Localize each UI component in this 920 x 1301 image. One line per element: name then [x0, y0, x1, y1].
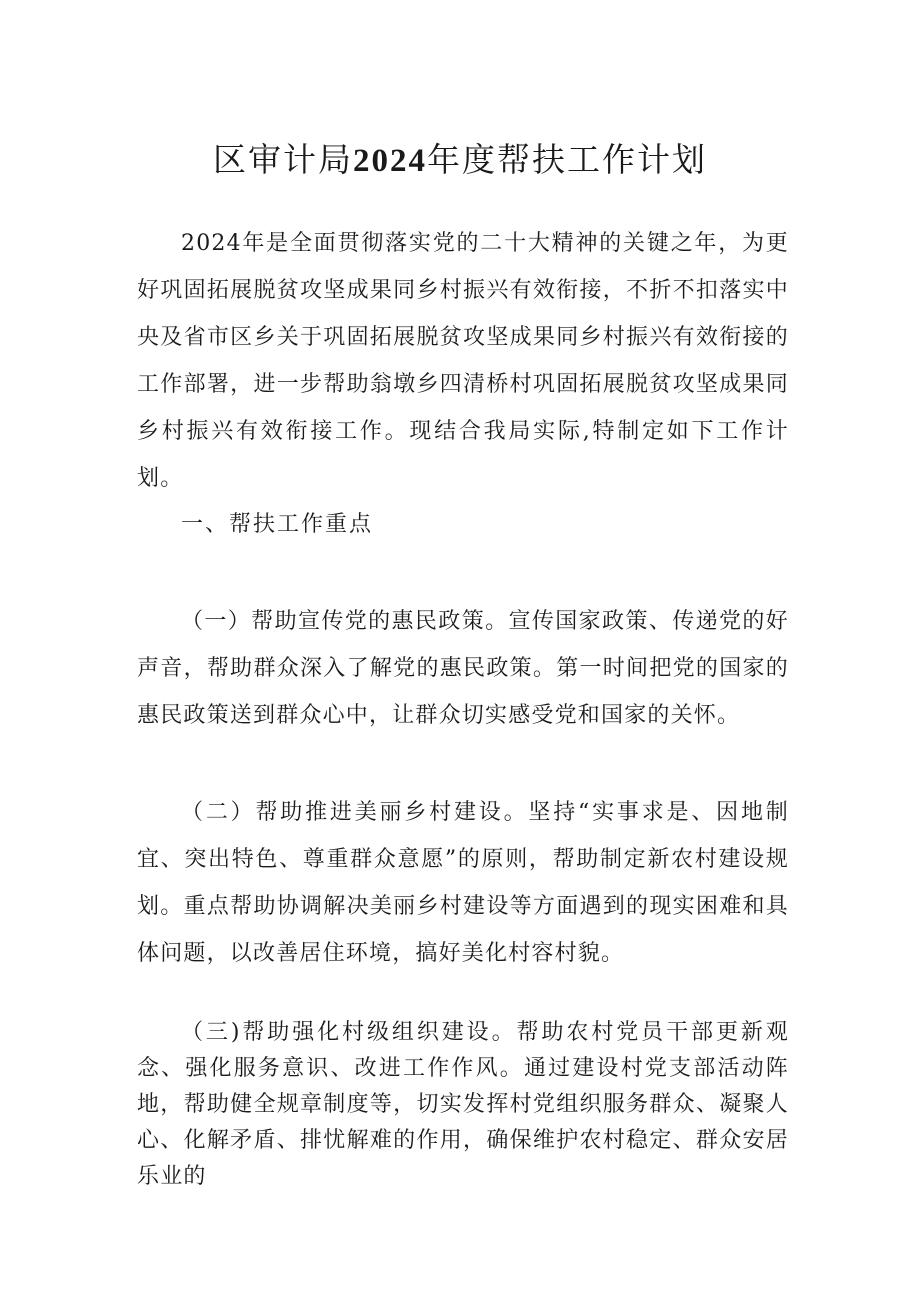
- item-paragraph-2: （二）帮助推进美丽乡村建设。坚持“实事求是、因地制宜、突出特色、尊重群众意愿”的原则，帮助制定新农村建设规划。重点帮助协调解决美丽乡村建设等方面遇到的现实困难和具体问题，以改善居住环境，搞好美化村容村貌。: [137, 800, 789, 966]
- title-suffix: 年度帮扶工作计划: [427, 140, 707, 179]
- section-heading-1: 一、帮扶工作重点: [181, 512, 374, 537]
- title-year: 2024: [353, 143, 427, 179]
- item-paragraph-1: （一）帮助宣传党的惠民政策。宣传国家政策、传递党的好声音，帮助群众深入了解党的惠民政策。第一时间把党的国家的惠民政策送到群众心中，让群众切实感受党和国家的关怀。: [137, 609, 789, 728]
- intro-paragraph: 2024年是全面贯彻落实党的二十大精神的关键之年，为更好巩固拓展脱贫攻坚成果同乡村振兴有效衔接，不折不扣落实中央及省市区乡关于巩固拓展脱贫攻坚成果同乡村振兴有效衔接的工作部署，进一步帮助翁墩乡四清桥村巩固拓展脱贫攻坚成果同乡村振兴有效衔接工作。现结合我局实际,特制定如下工作计划。: [137, 231, 789, 491]
- item-paragraph-3: （三)帮助强化村级组织建设。帮助农村党员干部更新观念、强化服务意识、改进工作作风。通过建设村党支部活动阵地，帮助健全规章制度等，切实发挥村党组织服务群众、凝聚人心、化解矛盾、排忧解难的作用，确保维护农村稳定、群众安居乐业的: [137, 1020, 789, 1189]
- document-title: [0, 138, 920, 183]
- title-prefix: 区审计局: [213, 140, 353, 179]
